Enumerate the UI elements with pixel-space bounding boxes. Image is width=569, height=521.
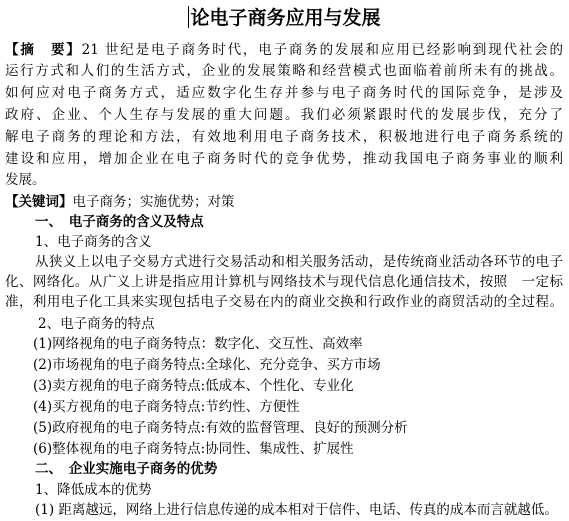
section-heading-2: 二、 企业实施电子商务的优势 — [35, 461, 218, 477]
abstract-text-1: 21 世纪是电子商务时代，电子商务的发展和应用已经影响到现代社会的 — [81, 42, 564, 58]
abstract-line-3: 如何应对电子商务方式，适应数字化生存并参与电子商务时代的国际竞争，是涉及 — [5, 85, 563, 101]
keywords-line — [5, 192, 235, 212]
subsection-heading-2: 2、电子商务的特点 — [38, 316, 155, 332]
abstract-line-7: 发展。 — [5, 172, 46, 188]
document-title — [0, 4, 569, 32]
feature-item: (3)卖方视角的电子商务特点:低成本、个性化、专业化 — [33, 378, 354, 394]
abstract-line-5: 解电子商务的理论和方法，有效地利用电子商务技术，积极地进行电子商务系统的 — [5, 129, 563, 145]
abstract-label: 【摘 要】 — [5, 42, 82, 58]
feature-item: (5)政府视角的电子商务特点:有效的监督管理、良好的预测分析 — [33, 420, 408, 436]
subsection-heading-1: 1、电子商务的含义 — [35, 234, 152, 250]
abstract-line-1 — [5, 40, 563, 60]
keywords-text: 电子商务；实施优势；对策 — [72, 194, 235, 210]
feature-item: (4)买方视角的电子商务特点:节约性、方便性 — [33, 399, 300, 415]
feature-item: (1)网络视角的电子商务特点：数字化、交互性、高效率 — [33, 336, 363, 352]
feature-item: (2)市场视角的电子商务特点:全球化、充分竞争、买方市场 — [33, 357, 381, 373]
keywords-label: 【关键词】 — [5, 194, 73, 210]
definition-line-1: 从狭义上以电子交易方式进行交易活动和相关服务活动，是传统商业活动各环节的电子 — [35, 254, 563, 270]
cost-advantage-line: (1) 距离越远，网络上进行信息传递的成本相对于信件、电话、传真的成本而言就越低。 — [35, 502, 558, 518]
feature-item: (6)整体视角的电子商务特点:协同性、集成性、扩展性 — [33, 441, 354, 457]
abstract-line-2: 运行方式和人们的生活方式，企业的发展策略和经营模式也面临着前所未有的挑战。 — [5, 63, 563, 79]
abstract-line-4: 政府、企业、个人生存与发展的重大问题。我们必须紧跟时代的发展步伐，充分了 — [5, 107, 563, 123]
section-heading-1: 一、 电子商务的含义及特点 — [35, 214, 204, 230]
abstract-line-6: 建设和应用，增加企业在电子商务时代的竞争优势，推动我国电子商务事业的顺利 — [5, 151, 563, 167]
definition-line-2: 化、网络化。从广义上讲是指应用计算机与网络技术与现代信息化通信技术，按照 一定标 — [5, 274, 563, 290]
subsection-heading-3: 1、降低成本的优势 — [35, 482, 152, 498]
title-text: 论电子商务应用与发展 — [190, 7, 381, 29]
definition-line-3: 准，利用电子化工具来实现包括电子交易在内的商业交换和行政作业的商贸活动的全过程。 — [5, 294, 563, 310]
